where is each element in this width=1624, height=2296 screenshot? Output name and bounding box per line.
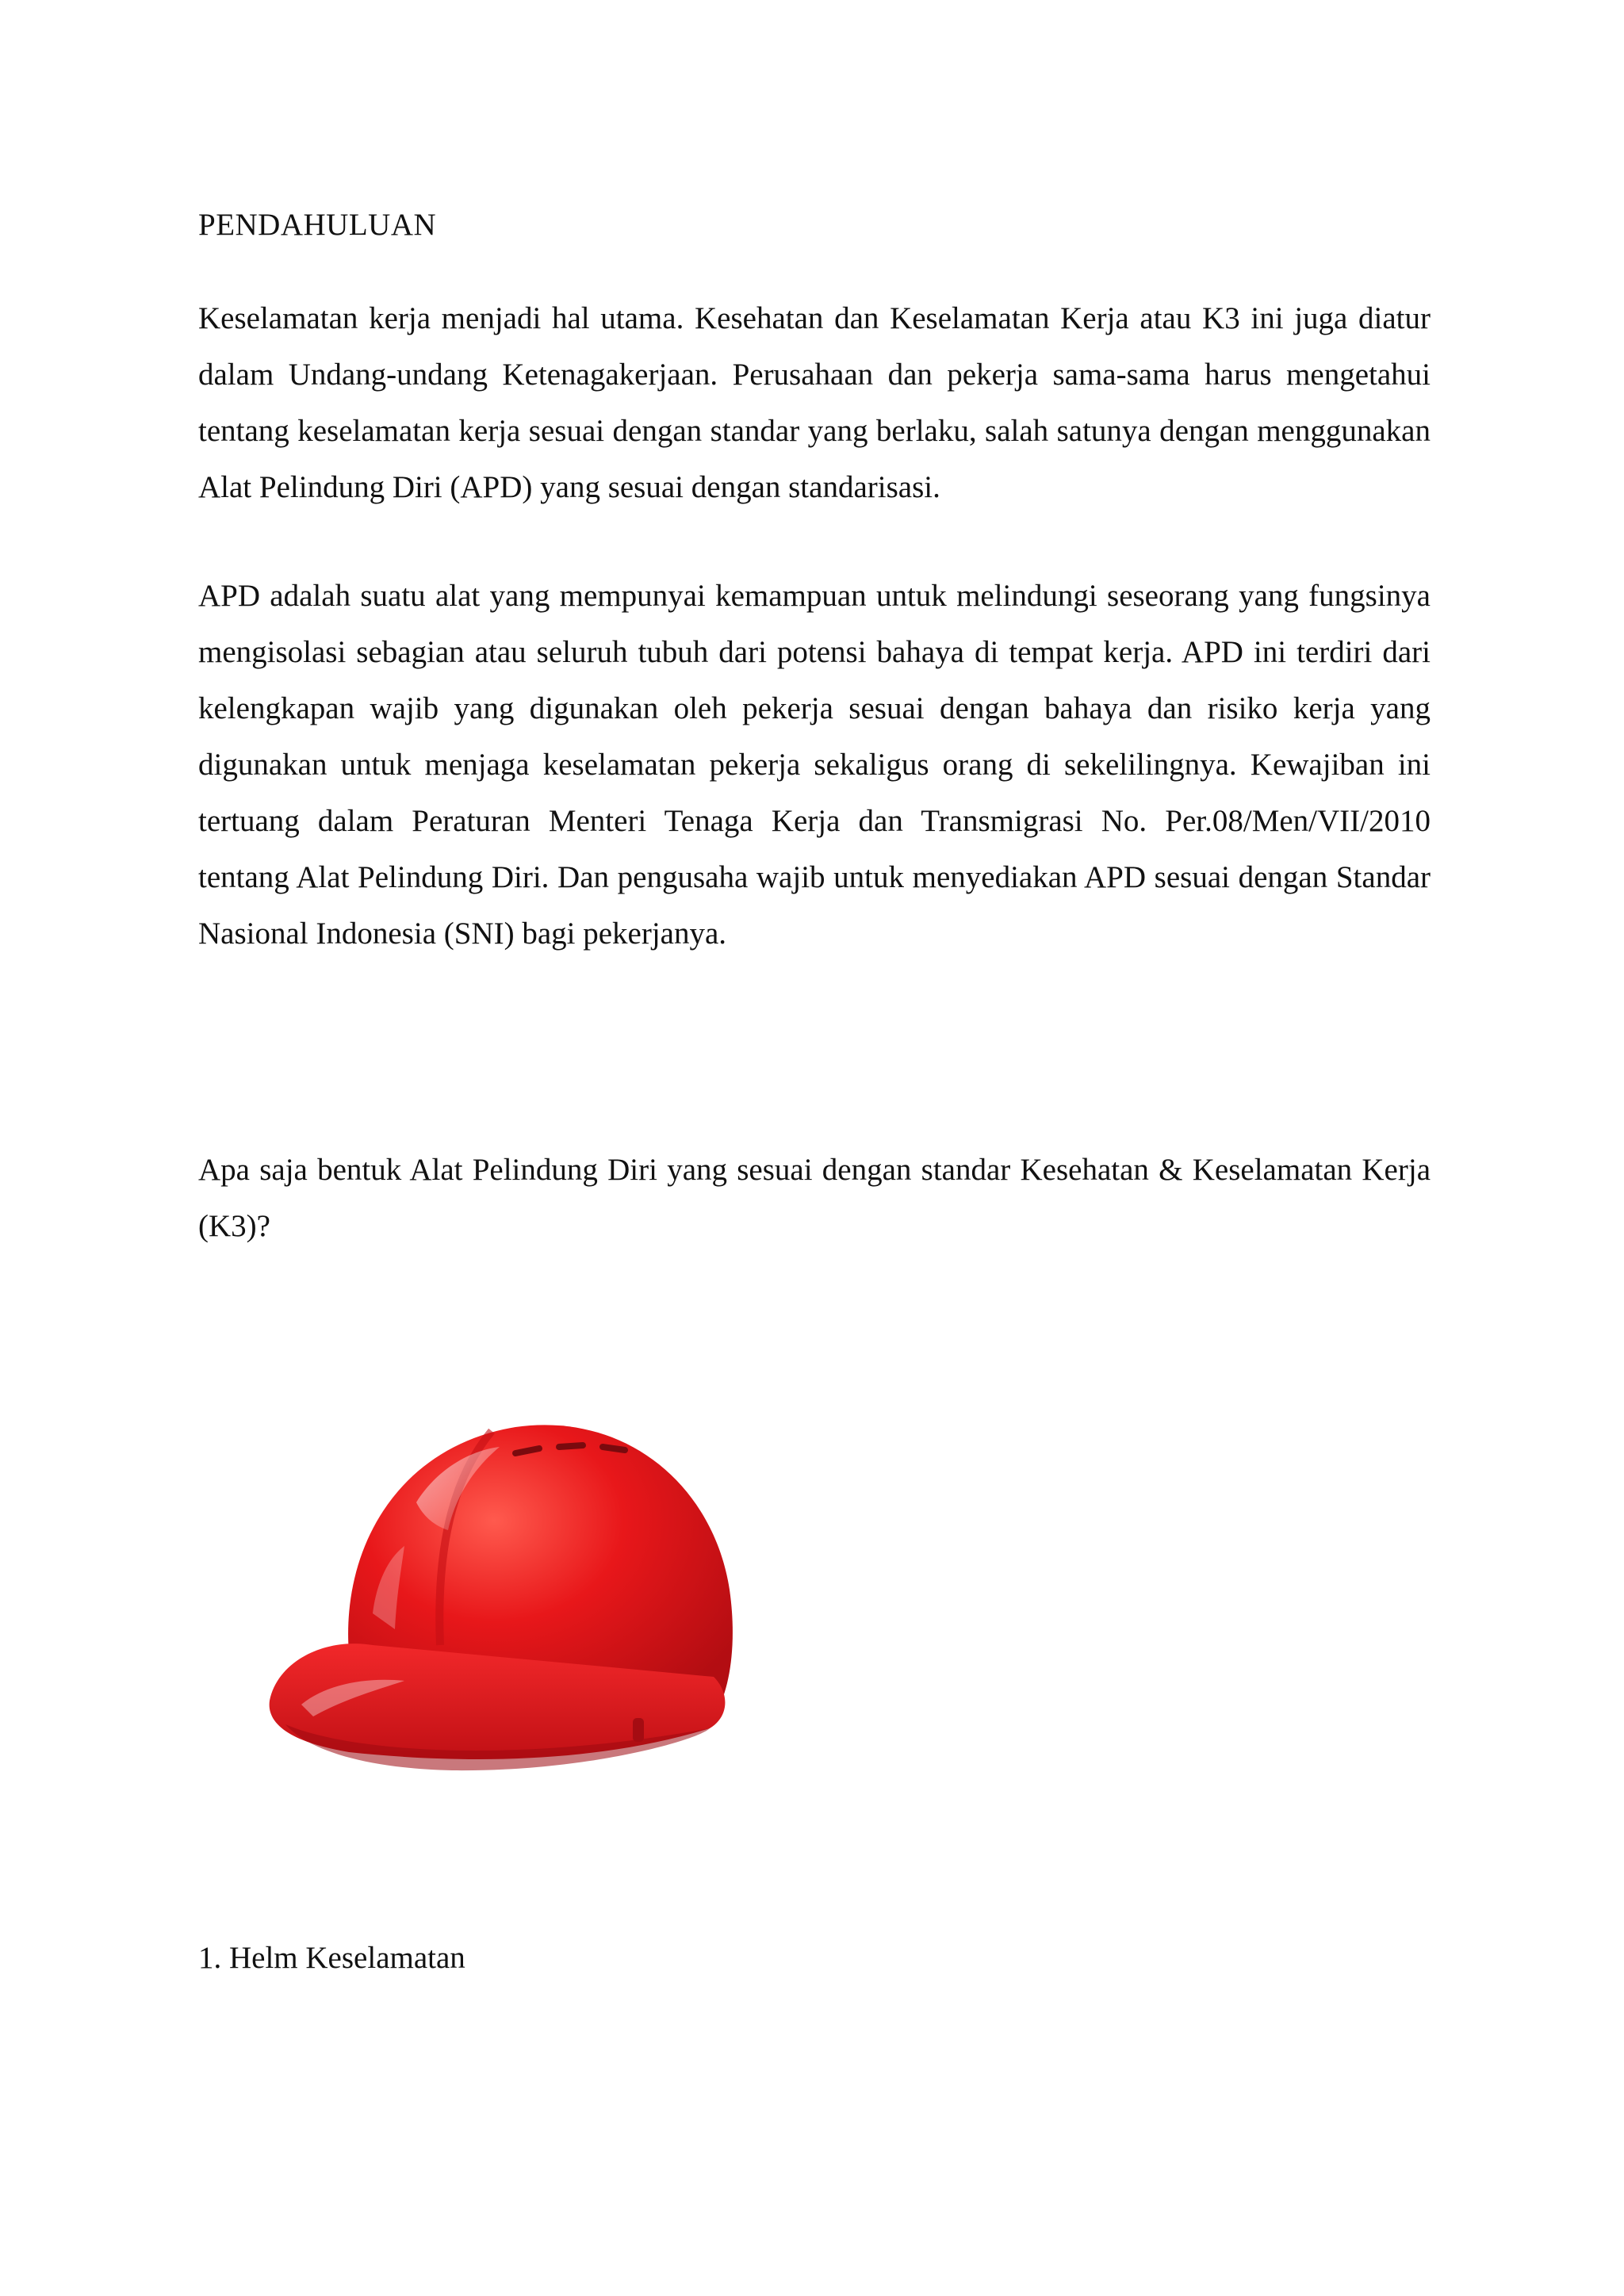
safety-helmet-image: [254, 1391, 761, 1804]
apd-definition-paragraph: APD adalah suatu alat yang mempunyai kemampuan untuk melindungi seseorang yang fungsinya mengisolasi sebagian atau seluruh tubuh dari potensi bahaya di tempat kerja. APD ini terdiri dari kelengkapan wajib yang digunakan oleh pekerja sesuai dengan bahaya dan risiko kerja yang digunakan untuk menjaga keselamatan pekerja sekaligus orang di sekelilingnya. Kewajiban ini tertuang dalam Peraturan Menteri Tenaga Kerja dan Transmigrasi No. Per.08/Men/VII/2010 tentang Alat Pelindung Diri. Dan pengusaha wajib untuk menyediakan APD sesuai dengan Standar Nasional Indonesia (SNI) bagi pekerjanya.: [198, 579, 1431, 951]
intro-paragraph: Keselamatan kerja menjadi hal utama. Kesehatan dan Keselamatan Kerja atau K3 ini juga diatur dalam Undang-undang Ketenagakerjaan. Perusahaan dan pekerja sama-sama harus mengetahui tentang keselamatan kerja sesuai dengan standar yang berlaku, salah satunya dengan menggunakan Alat Pelindung Diri (APD) yang sesuai dengan standarisasi.: [198, 301, 1431, 504]
question-paragraph: Apa saja bentuk Alat Pelindung Diri yang sesuai dengan standar Kesehatan & Keselamatan Kerja (K3)?: [198, 1153, 1431, 1243]
safety-helmet-icon: [254, 1391, 761, 1804]
item-1-caption: 1. Helm Keselamatan: [198, 1941, 465, 1975]
section-heading: PENDAHULUAN: [198, 208, 437, 242]
